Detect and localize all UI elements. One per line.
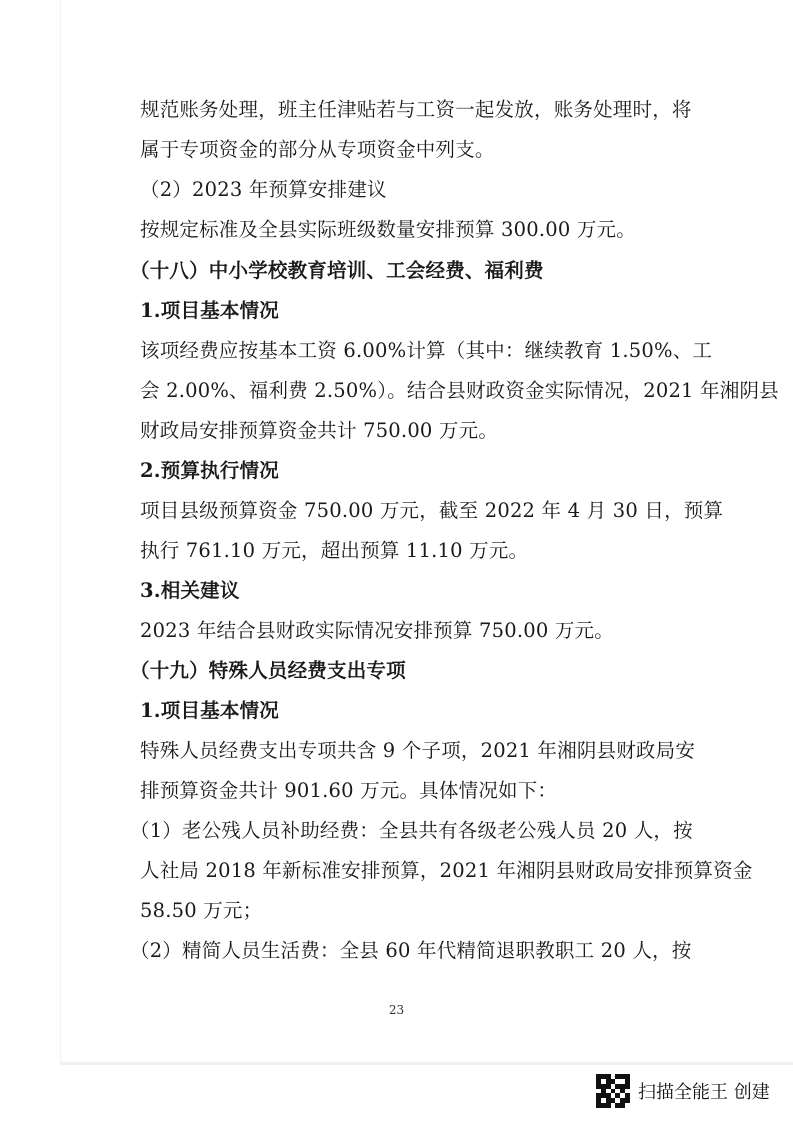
body-line: （2）精简人员生活费：全县 60 年代精简退职教职工 20 人，按 [130,939,692,962]
item-heading: 3.相关建议 [140,579,240,602]
body-line: 人社局 2018 年新标准安排预算，2021 年湘阴县财政局安排预算资金 [140,859,753,882]
body-line: 特殊人员经费支出专项共含 9 个子项，2021 年湘阴县财政局安 [140,739,696,762]
item-heading: 2.预算执行情况 [140,459,279,482]
section-heading: （十八）中小学校教育培训、工会经费、福利费 [130,259,544,282]
qr-code-icon [596,1074,630,1108]
body-line: 2023 年结合县财政实际情况安排预算 750.00 万元。 [140,619,614,642]
body-line: 财政局安排预算资金共计 750.00 万元。 [140,419,499,442]
body-line: 排预算资金共计 901.60 万元。具体情况如下： [140,779,558,802]
scanner-watermark [596,1070,786,1112]
item-heading: 1.项目基本情况 [140,699,279,722]
body-line: 属于专项资金的部分从专项资金中列支。 [140,138,495,161]
page-number: 23 [388,1003,405,1017]
item-heading: 1.项目基本情况 [140,299,279,322]
page-edge [60,0,61,1065]
page-bottom-edge [60,1062,793,1065]
body-line: 按规定标准及全县实际班级数量安排预算 300.00 万元。 [140,218,636,241]
body-line: 规范账务处理，班主任津贴若与工资一起发放，账务处理时，将 [140,98,692,121]
body-line: （1）老公残人员补助经费：全县共有各级老公残人员 20 人，按 [130,819,693,842]
body-line: 会 2.00%、福利费 2.50%）。结合县财政资金实际情况，2021 年湘阴县 [140,379,779,402]
section-heading: （十九）特殊人员经费支出专项 [130,659,406,682]
body-line: 该项经费应按基本工资 6.00%计算（其中：继续教育 1.50%、工 [140,339,713,362]
watermark-text: 扫描全能王 创建 [638,1082,770,1103]
subsection-heading: （2）2023 年预算安排建议 [140,178,387,201]
body-line: 项目县级预算资金 750.00 万元，截至 2022 年 4 月 30 日，预算 [140,499,724,522]
body-line: 执行 761.10 万元，超出预算 11.10 万元。 [140,539,529,562]
body-line: 58.50 万元； [140,899,263,922]
